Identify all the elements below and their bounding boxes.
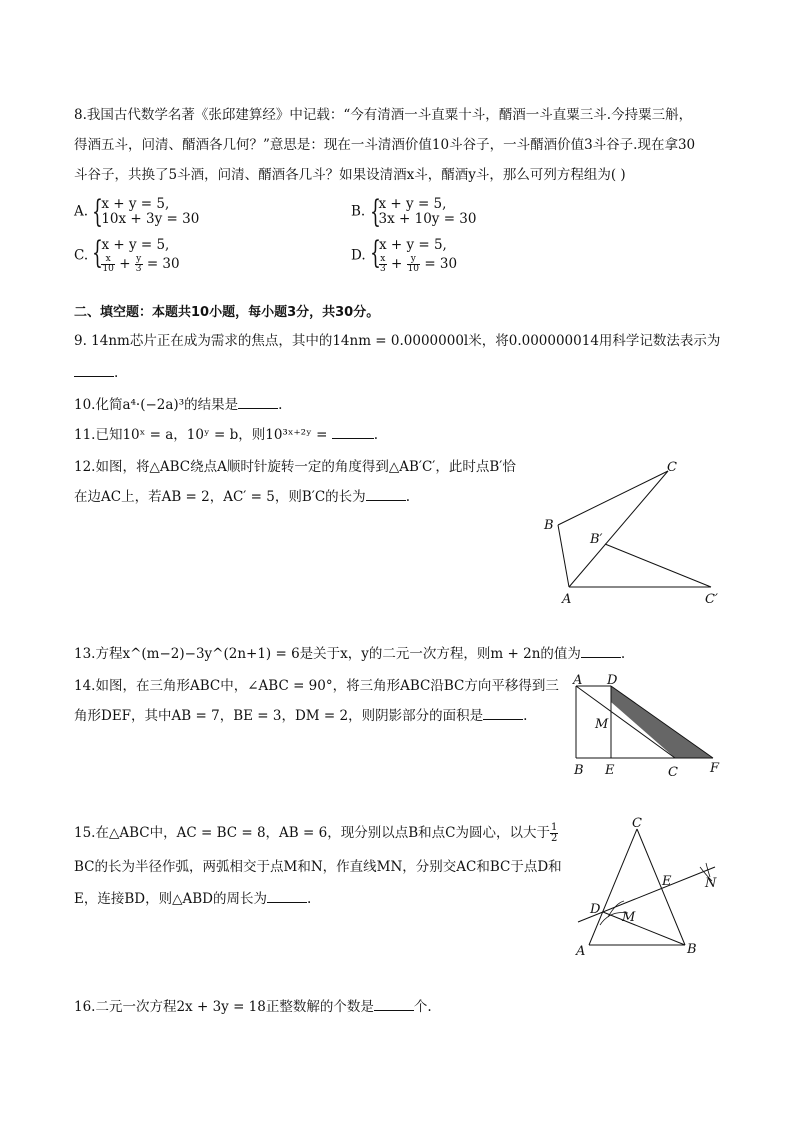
equation-system [92,194,200,230]
q15-line3: E，连接BD，则△ABD的周长为 . [74,891,312,907]
answer-blank[interactable] [366,488,406,501]
label-c: C [667,460,677,475]
answer-blank[interactable] [374,998,414,1011]
q9-answer-line: . [74,362,118,384]
label-a: A [576,944,586,959]
q12-line1: 12.如图，将△ABC绕点A顺时针旋转一定的角度得到△AB′C′，此时点B′恰 [74,459,516,475]
label-b: B [574,763,584,778]
q16-text: 16.二元一次方程2x + 3y = 18正整数解的个数是 [74,999,374,1015]
q15-figure [570,815,735,960]
label-a: A [573,673,583,688]
label-c-prime: C′ [705,592,718,607]
answer-blank[interactable] [238,396,278,409]
q14-line2: 角形DEF，其中AB = 7，BE = 3，DM = 2，则阴影部分的面积是 . [74,708,528,724]
label-m: M [595,717,609,732]
q15-line2: BC的长为半径作弧，两弧相交于点M和N，作直线MN，分别交AC和BC于点D和 [74,859,562,875]
q8-line3: 斗谷子，共换了5斗酒，问清、醑酒各几斗？如果设清酒x斗，醑酒y斗，那么可列方程组为( ) [74,167,626,183]
option-label: A. [74,203,89,220]
equation: x + y = 5, [378,196,447,212]
q14-line1: 14.如图，在三角形ABC中，∠ABC = 90°，将三角形ABC沿BC方向平移得到三 [74,678,559,694]
q8-option-b[interactable] [351,194,477,230]
brace-icon: { [92,194,104,230]
q13-text: 13.方程x^(m−2)−3y^(2n+1) = 6是关于x，y的二元一次方程，则m + 2n的值为 [74,646,581,662]
label-a: A [562,592,572,607]
q12-figure [530,455,730,610]
operator: + [119,256,131,272]
equation: x + y = 5, [378,237,447,253]
answer-blank[interactable] [332,426,374,439]
equation: 3x + 10y = 30 [378,211,477,227]
label-e: E [662,874,672,889]
q12-line2: 在边AC上，若AB = 2，AC′ = 5，则B′C的长为 . [74,489,410,505]
label-d: D [590,902,601,917]
label-e: E [605,763,615,778]
fraction: $\frac{x}{3}$ [379,254,386,274]
brace-icon: { [369,194,381,230]
answer-blank[interactable] [267,890,307,903]
q8-option-d[interactable] [351,235,458,274]
q9-line1: 9. 14nm芯片正在成为需求的焦点，其中的14nm = 0.0000000l米，将0.000000014用科学记数法表示为 [74,333,721,349]
equation-system [369,194,477,230]
equation: x + y = 5, [101,237,170,253]
label-b: B [544,518,554,533]
equation-system [92,235,180,274]
q15-line1: 15.在△ABC中，AC = BC = 8，AB = 6，现分别以点B和点C为圆心，以大于 $\frac{1}{2}$ [74,822,558,844]
equation-rhs: = 30 [146,256,180,272]
option-label: D. [351,247,366,264]
brace-icon: { [369,235,381,271]
q11: 11.已知10ˣ = a，10ʸ = b，则10³ˣ⁺²ʸ = . [74,427,378,443]
q10: 10.化简a⁴·(−2a)³的结果是 . [74,397,283,413]
equation: 10x + 3y = 30 [101,211,200,227]
label-c: C [668,765,678,780]
q14-figure [565,672,730,782]
q11-text: 11.已知10ˣ = a，10ʸ = b，则10³ˣ⁺²ʸ = [74,427,332,443]
label-n: N [705,876,717,891]
q8-option-a[interactable] [74,194,200,230]
q8-option-c[interactable] [74,235,180,274]
answer-blank[interactable] [483,707,523,720]
equation-system [369,235,458,274]
fraction: $\frac{1}{2}$ [550,822,558,844]
equation-rhs: = 30 [424,256,458,272]
q13: 13.方程x^(m−2)−3y^(2n+1) = 6是关于x，y的二元一次方程，则m + 2n的值为 . [74,646,626,662]
label-m: M [622,910,636,925]
fraction: $\frac{x}{10}$ [102,254,114,274]
option-label: C. [74,247,89,264]
answer-blank[interactable] [581,645,621,658]
label-d: D [607,673,618,688]
q16: 16.二元一次方程2x + 3y = 18正整数解的个数是 个. [74,999,432,1015]
section-heading: 二、填空题：本题共10小题，每小题3分，共30分。 [74,305,380,320]
option-label: B. [351,203,366,220]
fraction: $\frac{y}{10}$ [407,254,420,274]
answer-blank[interactable] [74,364,114,377]
q8-line1: 8.我国古代数学名著《张邱建算经》中记载：“今有清酒一斗直粟十斗，醑酒一斗直粟三斗.今持粟三斛， [74,107,693,123]
label-b: B [687,942,697,957]
brace-icon: { [92,235,104,271]
q8-line2: 得酒五斗，问清、醑酒各几何？”意思是：现在一斗清酒价值10斗谷子，一斗醑酒价值3斗谷子.现在拿30 [74,137,696,153]
operator: + [390,256,403,272]
fraction: $\frac{y}{3}$ [135,254,142,274]
label-b-prime: B′ [590,532,603,547]
label-c: C [632,816,642,831]
equation: x + y = 5, [101,196,170,212]
label-f: F [710,761,720,776]
q10-text: 10.化简a⁴·(−2a)³的结果是 [74,397,239,413]
